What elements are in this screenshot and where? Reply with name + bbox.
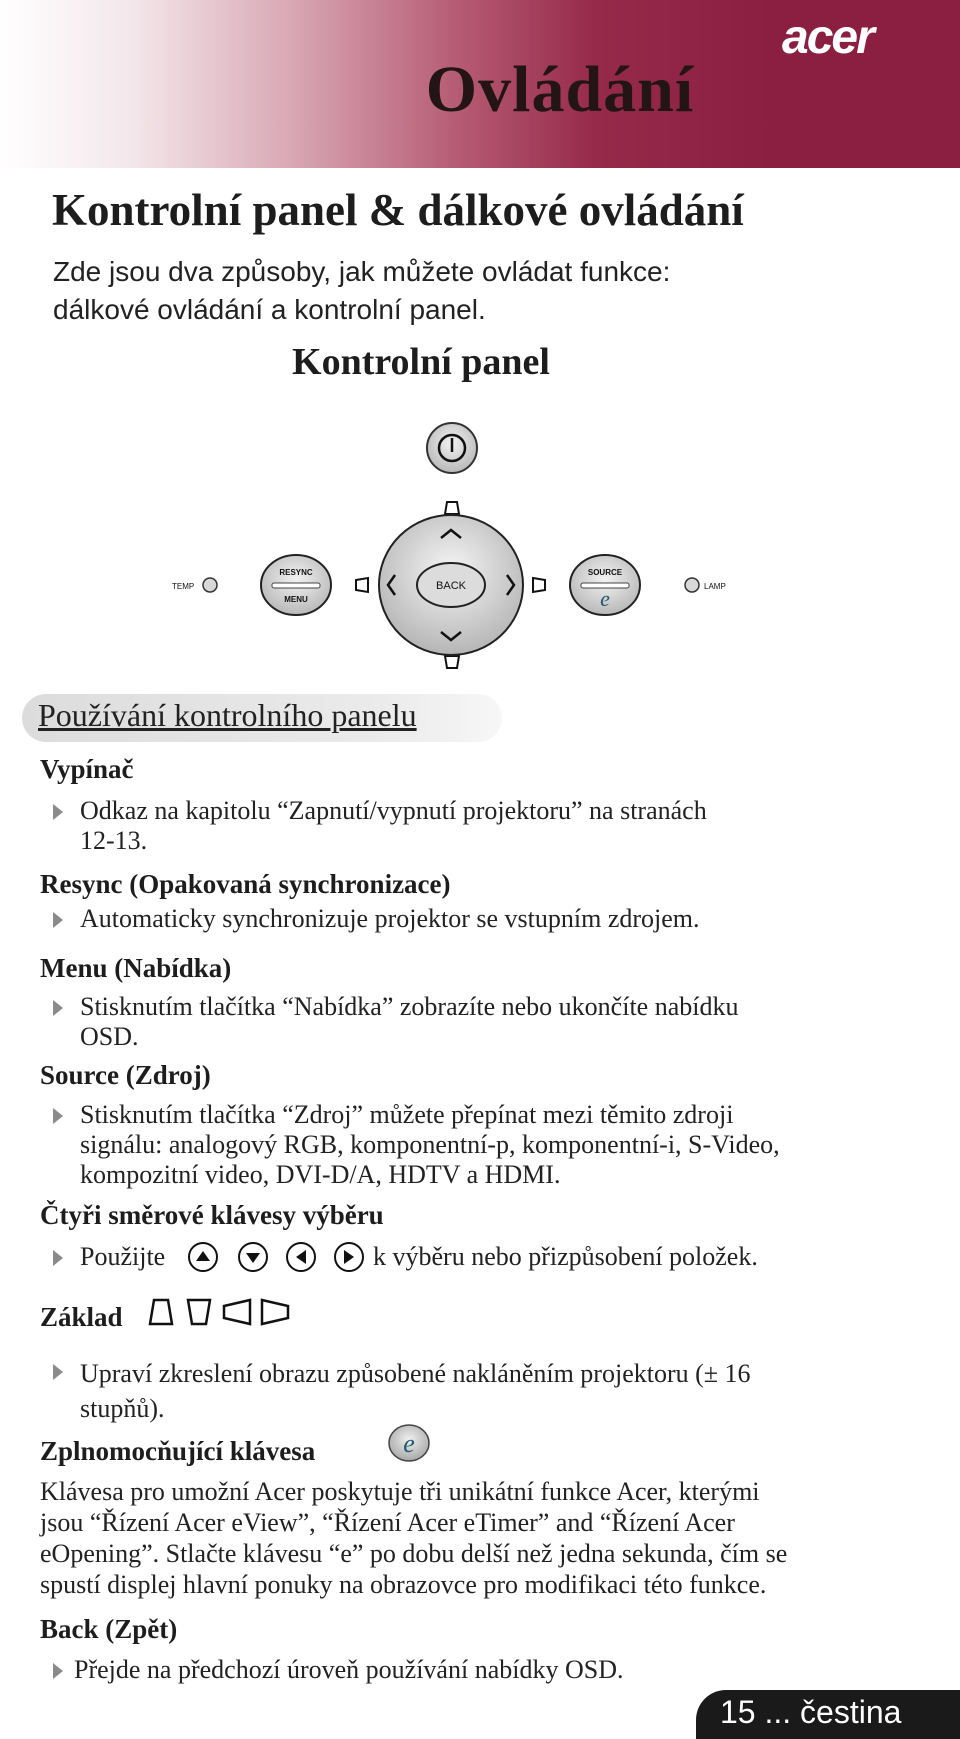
intro-text [53,253,670,329]
intro-line: dálkové ovládání a kontrolní panel. [53,294,486,325]
menu-text [80,992,738,1052]
text-line: Upraví zkreslení obrazu způsobené nakláněním projektoru (± 16 [80,1359,751,1388]
arrows-suffix: k výběru nebo přizpůsobení položek. [373,1242,758,1271]
bullet-arrow-icon [53,1000,63,1016]
back-title: Back (Zpět) [40,1614,178,1644]
back-button[interactable] [417,563,485,607]
e-key-icon: e [600,586,610,611]
power-button[interactable] [427,423,477,473]
e-key-icon [386,1422,432,1464]
keystone-icons [146,1296,296,1330]
text-line: kompozitní video, DVI-D/A, HDTV a HDMI. [80,1160,561,1189]
page-header [0,0,960,168]
keystone-top-icon [445,502,459,514]
right-arrow-icon [335,1243,363,1271]
subsection-title: Kontrolní panel [292,341,550,383]
resync-menu-button[interactable] [261,555,331,615]
section-title: Kontrolní panel & dálkové ovládání [52,185,744,235]
source-label: SOURCE [587,568,623,577]
source-title: Source (Zdroj) [40,1060,211,1090]
acer-logo: acer [782,11,873,64]
back-label: BACK [436,580,466,592]
keystone-right-icon [262,1300,288,1324]
lamp-label: LAMP [704,582,726,591]
bullet-arrow-icon [53,1108,63,1124]
text-line: stupňů). [80,1394,165,1423]
menu-label: MENU [284,595,308,604]
left-arrow-icon [287,1243,315,1271]
bullet-arrow-icon [53,1663,63,1679]
keystone-up-icon [150,1300,172,1324]
page-number: 15 ... čestina [720,1694,902,1730]
keystone-bottom-icon [445,656,459,668]
arrows-title: Čtyři směrové klávesy výběru [40,1200,384,1230]
text-line: Klávesa pro umožní Acer poskytuje tři unikátní funkce Acer, kterými [40,1477,760,1506]
keystone-title: Základ [40,1302,123,1332]
arrow-keys-icons [186,1240,366,1274]
page-footer [696,1690,960,1739]
text-line: OSD. [80,1022,139,1051]
bullet-arrow-icon [53,912,63,928]
power-title: Vypínač [40,754,134,784]
empowering-text [40,1476,896,1600]
text-line: Automaticky synchronizuje projektor se vstupním zdrojem. [80,904,700,933]
down-arrow-icon [239,1243,267,1271]
power-text [80,796,707,856]
lamp-led [685,578,699,592]
resync-text [80,904,700,934]
keystone-text [80,1356,751,1426]
up-arrow-icon [189,1243,217,1271]
bullet-arrow-icon [53,1250,63,1266]
text-line: Stisknutím tlačítka “Nabídka” zobrazíte nebo ukončíte nabídku [80,992,739,1021]
resync-label: RESYNC [279,568,313,577]
text-line: Odkaz na kapitolu “Zapnutí/vypnutí projektoru” na stranách [80,796,707,825]
keystone-down-icon [188,1300,210,1324]
text-line: Stisknutím tlačítka “Zdroj” můžete přepínat mezi těmito zdroji [80,1100,734,1129]
text-line: eOpening”. Stlačte klávesu “e” po dobu delší než jedna sekunda, čím se [40,1539,788,1568]
text-line: spustí displej hlavní ponuky na obrazovce pro modifikaci této funkce. [40,1570,767,1599]
back-text [74,1655,623,1685]
svg-text:e: e [403,1429,415,1458]
source-e-button[interactable] [570,555,640,615]
menu-title: Menu (Nabídka) [40,953,232,983]
temp-led [203,578,217,592]
resync-title: Resync (Opakovaná synchronizace) [40,869,451,899]
source-text [80,1100,780,1190]
chapter-title: Ovládání [425,53,695,126]
control-panel-diagram [160,420,740,680]
usage-heading-pill [22,694,502,742]
bullet-arrow-icon [53,804,63,820]
usage-heading: Používání kontrolního panelu [38,697,417,733]
temp-label: TEMP [172,582,195,591]
bullet-arrow-icon [53,1364,63,1380]
keystone-right-icon [533,578,545,592]
text-line: jsou “Řízení Acer eView”, “Řízení Acer eTimer” and “Řízení Acer [40,1508,735,1537]
text-line: signálu: analogový RGB, komponentní-p, komponentní-i, S-Video, [80,1130,780,1159]
intro-line: Zde jsou dva způsoby, jak můžete ovládat funkce: [53,256,671,287]
keystone-left-icon [356,578,368,592]
arrows-prefix: Použijte [80,1242,166,1271]
text-line: Přejde na předchozí úroveň používání nabídky OSD. [74,1655,624,1684]
text-line: 12-13. [80,826,148,855]
keystone-left-icon [224,1300,250,1324]
empowering-title: Zplnomocňující klávesa [40,1436,316,1466]
